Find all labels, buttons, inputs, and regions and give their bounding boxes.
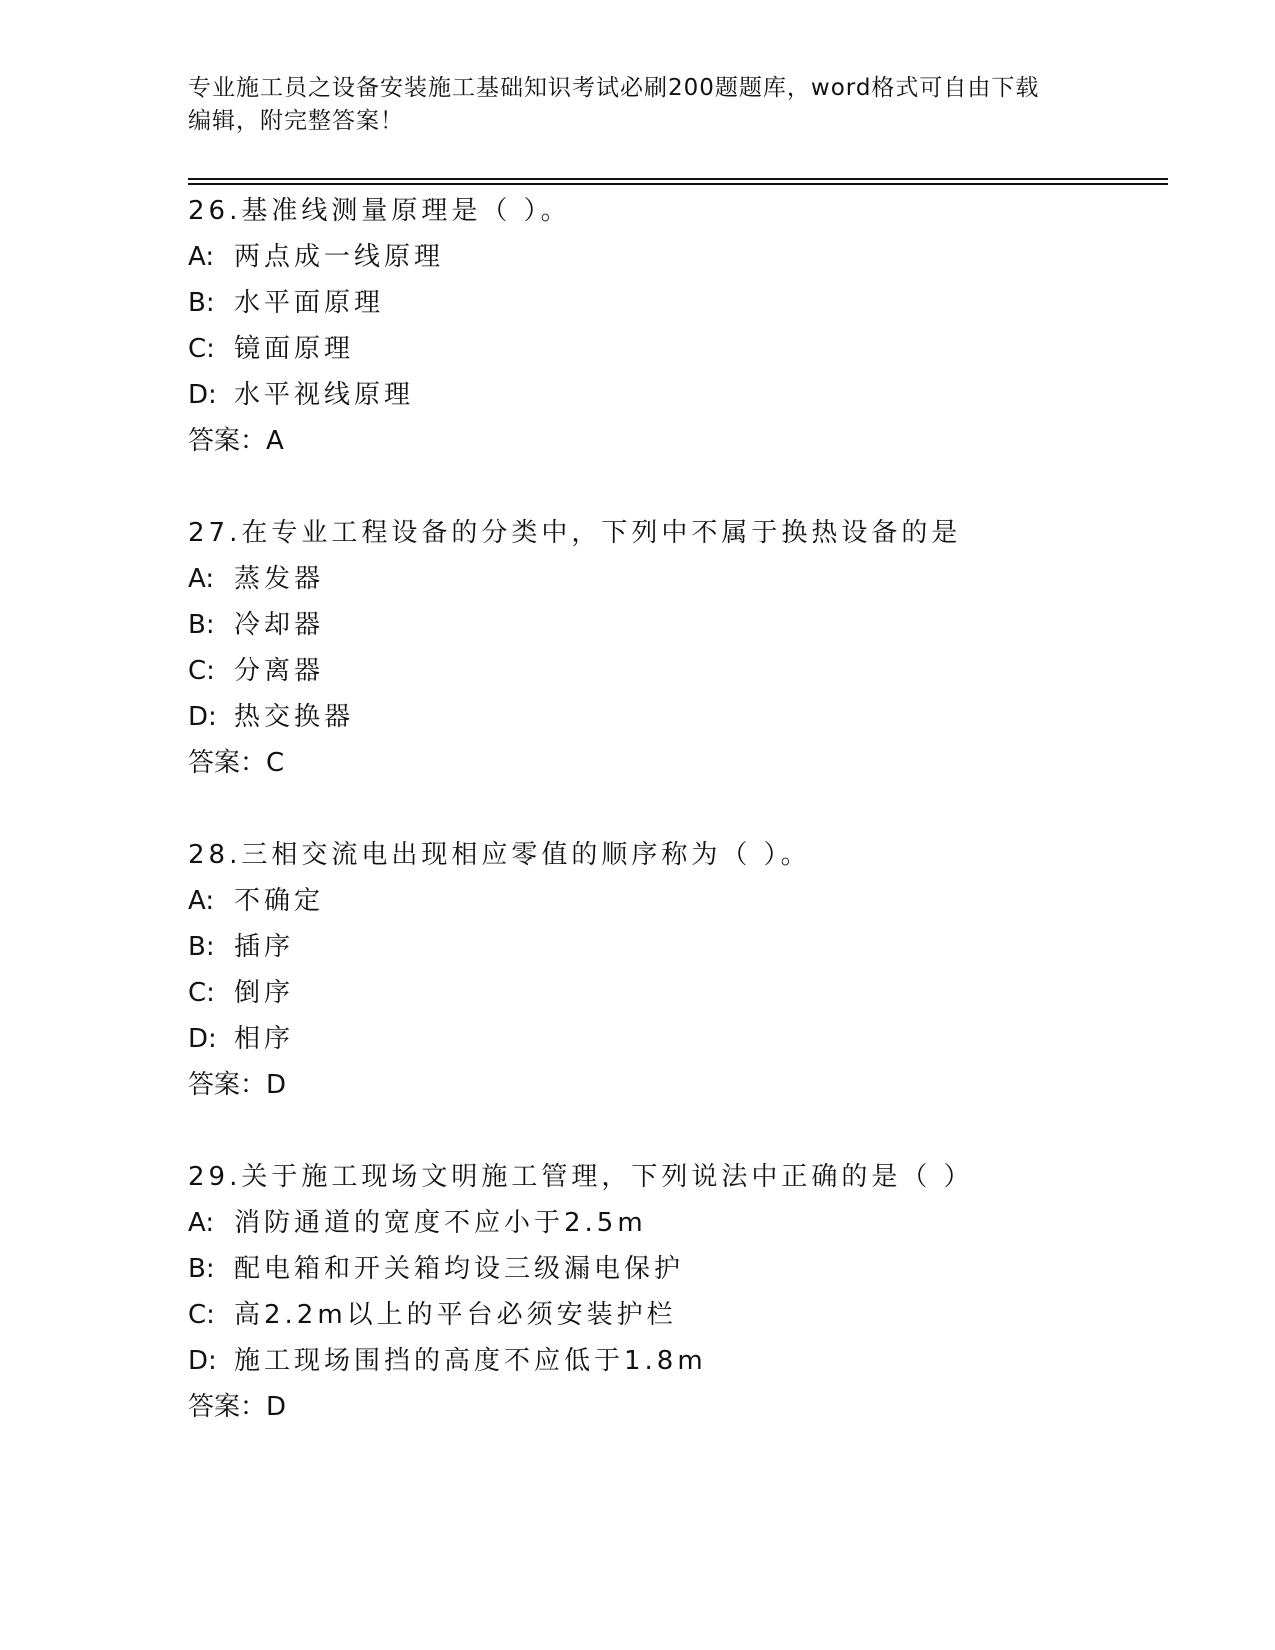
option-label: A: — [188, 1208, 215, 1238]
question-28 — [188, 832, 1188, 1108]
answer-value: D — [266, 1070, 291, 1100]
header-divider-bottom — [188, 183, 1168, 185]
option-text: 消防通道的宽度不应小于2.5m — [234, 1208, 647, 1238]
header-line-2: 编辑，附完整答案！ — [188, 108, 404, 134]
option-label: C: — [188, 656, 215, 686]
option-d — [188, 694, 1188, 740]
option-b — [188, 1246, 1188, 1292]
option-text: 两点成一线原理 — [234, 242, 445, 272]
option-text: 相序 — [234, 1024, 295, 1054]
question-29 — [188, 1154, 1188, 1430]
option-a — [188, 234, 1188, 280]
option-c — [188, 326, 1188, 372]
answer-value: D — [266, 1392, 291, 1422]
answer-value: A — [266, 426, 288, 456]
answer-line — [188, 1384, 1188, 1430]
question-stem: 28.三相交流电出现相应零值的顺序称为（ ）。 — [188, 840, 811, 870]
option-a — [188, 556, 1188, 602]
answer-label: 答案： — [188, 748, 267, 778]
option-text: 蒸发器 — [234, 564, 325, 594]
option-text: 冷却器 — [234, 610, 325, 640]
option-b — [188, 280, 1188, 326]
option-label: A: — [188, 886, 215, 916]
option-label: C: — [188, 334, 215, 364]
option-text: 水平视线原理 — [234, 380, 415, 410]
option-label: D: — [188, 702, 217, 732]
option-label: B: — [188, 1254, 215, 1284]
question-27 — [188, 510, 1188, 786]
question-stem: 27.在专业工程设备的分类中，下列中不属于换热设备的是 — [188, 518, 962, 548]
option-label: B: — [188, 288, 215, 318]
option-text: 插序 — [234, 932, 295, 962]
question-stem: 26.基准线测量原理是（ ）。 — [188, 196, 571, 226]
document-header — [188, 72, 1088, 138]
option-d — [188, 1016, 1188, 1062]
option-text: 热交换器 — [234, 702, 355, 732]
option-c — [188, 970, 1188, 1016]
option-b — [188, 924, 1188, 970]
option-c — [188, 1292, 1188, 1338]
question-stem: 29.关于施工现场文明施工管理，下列说法中正确的是（ ） — [188, 1162, 974, 1192]
header-divider-top — [188, 178, 1168, 180]
question-26 — [188, 188, 1188, 464]
option-label: A: — [188, 564, 215, 594]
option-label: C: — [188, 1300, 215, 1330]
option-text: 高2.2m以上的平台必须安装护栏 — [234, 1300, 677, 1330]
answer-line — [188, 418, 1188, 464]
option-d — [188, 372, 1188, 418]
option-label: D: — [188, 380, 217, 410]
answer-value: C — [266, 748, 289, 778]
option-c — [188, 648, 1188, 694]
answer-line — [188, 1062, 1188, 1108]
option-text: 倒序 — [234, 978, 295, 1008]
option-label: D: — [188, 1346, 217, 1376]
option-label: C: — [188, 978, 215, 1008]
answer-label: 答案： — [188, 426, 267, 456]
option-label: B: — [188, 610, 215, 640]
option-text: 不确定 — [234, 886, 325, 916]
header-line-1: 专业施工员之设备安装施工基础知识考试必刷200题题库，word格式可自由下载 — [188, 75, 1040, 101]
option-text: 分离器 — [234, 656, 325, 686]
option-text: 镜面原理 — [234, 334, 355, 364]
option-b — [188, 602, 1188, 648]
answer-label: 答案： — [188, 1392, 267, 1422]
option-text: 水平面原理 — [234, 288, 385, 318]
option-label: D: — [188, 1024, 217, 1054]
option-label: A: — [188, 242, 215, 272]
option-a — [188, 1200, 1188, 1246]
option-label: B: — [188, 932, 215, 962]
answer-line — [188, 740, 1188, 786]
answer-label: 答案： — [188, 1070, 267, 1100]
option-d — [188, 1338, 1188, 1384]
option-text: 配电箱和开关箱均设三级漏电保护 — [234, 1254, 685, 1284]
option-a — [188, 878, 1188, 924]
option-text: 施工现场围挡的高度不应低于1.8m — [234, 1346, 707, 1376]
